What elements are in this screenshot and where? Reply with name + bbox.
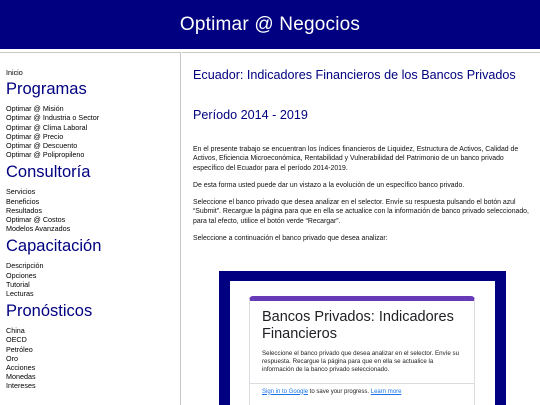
select-prompt: Seleccione a continuación el banco privado que desea analizar:	[193, 235, 388, 243]
sidebar-link-mision[interactable]: Optimar @ Misión	[6, 104, 64, 114]
sidebar-link-opciones[interactable]: Opciones	[6, 270, 37, 280]
sidebar-link-servicios[interactable]: Servicios	[6, 187, 36, 197]
form-title: Bancos Privados: Indicadores Financieros	[262, 309, 454, 342]
sidebar-group-consultoria	[6, 187, 180, 233]
sidebar-group-capacitacion	[6, 261, 180, 298]
sidebar-link-modelos[interactable]: Modelos Avanzados	[6, 224, 71, 234]
intro-paragraph: En el presente trabajo se encuentran los índices financieros de Liquidez, Estructura de Activos, Calidad de Activos, Eficiencia Microeconómica, Rentabilidad y Vulnerabilidad del Patrimonio de un banco privado específico del Ecuador para el período 2014-2019.	[193, 146, 519, 172]
sidebar-nav	[0, 52, 181, 405]
sidebar-heading-capacitacion: Capacitación	[6, 237, 102, 256]
sidebar-link-industria[interactable]: Optimar @ Industria o Sector	[6, 113, 100, 123]
sidebar-link-monedas[interactable]: Monedas	[6, 372, 36, 382]
instructions-paragraph: Seleccione el banco privado que desea analizar en el selector. Envíe su respuesta pulsando el botón azul “Submit”. Recargue la página para que en ella se actualice con la información de banco privado seleccionado, para tal efecto, utilice el botón verde “Recargar”.	[193, 199, 529, 225]
sidebar-group-programas	[6, 104, 180, 159]
sidebar-link-lecturas[interactable]: Lecturas	[6, 289, 34, 299]
sidebar-link-descripcion[interactable]: Descripción	[6, 261, 44, 271]
signin-text: to save your progress.	[308, 388, 371, 395]
sidebar-link-descuento[interactable]: Optimar @ Descuento	[6, 141, 78, 151]
page-title: Ecuador: Indicadores Financieros de los Bancos Privados	[193, 68, 516, 82]
form-signin-notice	[262, 384, 464, 395]
sidebar-link-petroleo[interactable]: Petróleo	[6, 344, 33, 354]
sidebar-heading-consultoria: Consultoría	[6, 163, 91, 182]
embedded-form-viewport[interactable]	[230, 281, 495, 405]
sidebar-link-resultados[interactable]: Resultados	[6, 205, 42, 215]
main-content	[182, 52, 540, 405]
signin-link[interactable]: Sign in to Google	[262, 388, 309, 395]
sidebar-link-inicio[interactable]: Inicio	[6, 68, 23, 77]
sidebar-link-tutorial[interactable]: Tutorial	[6, 279, 30, 289]
overview-paragraph: De esta forma usted puede dar un vistazo a la evolución de un específico banco privado.	[193, 181, 465, 189]
sidebar-link-china[interactable]: China	[6, 326, 25, 336]
sidebar-link-oecd[interactable]: OECD	[6, 335, 27, 345]
embedded-form-frame	[219, 271, 506, 405]
sidebar-link-polipropileno[interactable]: Optimar @ Polipropileno	[6, 150, 85, 160]
sidebar-link-precio[interactable]: Optimar @ Precio	[6, 131, 64, 141]
period-heading: Período 2014 - 2019	[193, 108, 308, 122]
sidebar-heading-pronosticos: Pronósticos	[6, 302, 93, 321]
sidebar-group-pronosticos	[6, 326, 180, 390]
sidebar-link-oro[interactable]: Oro	[6, 353, 18, 363]
sidebar-link-intereses[interactable]: Intereses	[6, 381, 36, 391]
form-description: Seleccione el banco privado que desea analizar en el selector. Envíe su respuesta. Recargue la página para que en ella se actualice la información de la banco privado seleccionado.	[262, 350, 460, 374]
sidebar-link-clima-laboral[interactable]: Optimar @ Clima Laboral	[6, 122, 88, 132]
sidebar-heading-programas: Programas	[6, 80, 87, 99]
site-title: Optimar @ Negocios	[179, 13, 361, 35]
sidebar-link-beneficios[interactable]: Beneficios	[6, 196, 40, 206]
sidebar-link-acciones[interactable]: Acciones	[6, 363, 36, 373]
learn-more-link[interactable]: Learn more	[370, 388, 402, 395]
form-header-card	[249, 296, 475, 405]
sidebar-link-costos[interactable]: Optimar @ Costos	[6, 215, 66, 225]
site-header	[0, 0, 540, 49]
